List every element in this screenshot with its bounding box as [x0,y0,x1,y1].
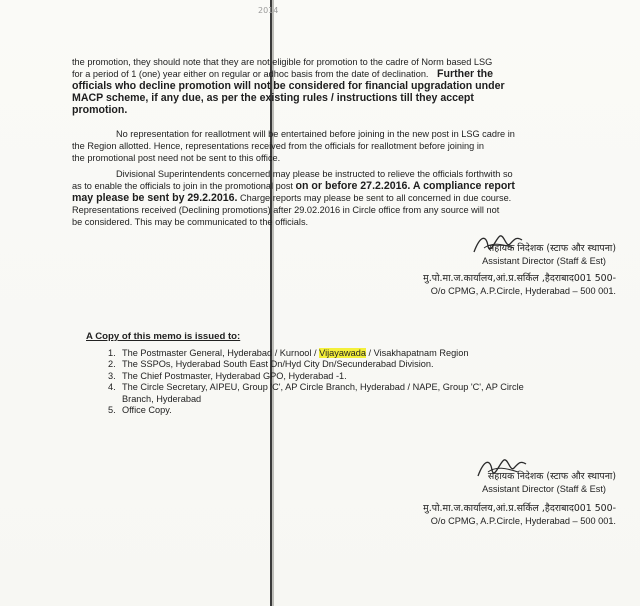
para3-line-2 [72,180,622,192]
copy-recipient-list [108,348,524,416]
para2-line-1: No representation for reallotment will be entertained before joining in the new post in LSG cadre in [116,129,515,139]
para2-line-3: the promotional post need not be sent to this office. [72,153,281,163]
list-item: Branch, Hyderabad [122,393,202,404]
para3-line-5: be considered. This may be communicated to the officials. [72,217,309,227]
para1-bold-line-3: promotion. [72,104,128,116]
para1-bold-line-1: officials who decline promotion will not be considered for financial upgradation under [72,80,505,92]
top-mark: 2014 [258,6,279,15]
paragraph-declination [72,56,622,116]
sig1-office: O/o CPMG, A.P.Circle, Hyderabad – 500 001. [430,286,616,296]
list-item: 5. Office Copy. [108,405,172,416]
para3-line-2-bold: on or before 27.2.2016. A compliance report [295,180,515,192]
sig1-hindi-title: सहायक निदेशक (स्टाफ और स्थापना) [487,243,616,254]
para3-line-1: Divisional Superintendents concerned may please be instructed to relieve the officials forthwith so [116,169,513,179]
para3-line-2-normal: as to enable the officials to join in the promotional post [72,181,296,191]
sig2-hindi-title: सहायक निदेशक (स्टाफ और स्थापना) [487,471,616,482]
para3-line-3-normal: Charge reports may please be sent to all concerned in due course. [237,193,512,203]
para2-line-2: the Region allotted. Hence, representations received from the officials for reallotment before joining in [72,141,484,151]
sig1-designation: Assistant Director (Staff & Est) [482,256,606,266]
copy-heading: A Copy of this memo is issued to: [86,331,241,342]
sig2-designation: Assistant Director (Staff & Est) [482,484,606,494]
sig1-hindi-office: मु.पो.मा.ज.कार्यालय,आं.प्र.सर्किल ,हैदराबाद001 500- [423,273,616,284]
para1-bold-tail: Further the [437,68,493,80]
highlighted-text: Vijayawada [319,348,366,358]
para3-line-3 [72,192,622,204]
sig2-office: O/o CPMG, A.P.Circle, Hyderabad – 500 001. [430,516,616,526]
list-item: 1. The Postmaster General, Hyderabad / Kurnool / Vijayawada / Visakhapatnam Region [108,348,469,358]
list-item: 3. The Chief Postmaster, Hyderabad GPO, Hyderabad -1. [108,370,347,381]
para1-bold-line-2: MACP scheme, if any due, as per the existing rules / instructions till they accept [72,92,474,104]
list-item: 2. The SSPOs, Hyderabad South East Dn/Hyd City Dn/Secunderabad Division. [108,359,434,370]
para1-line-2-text: for a period of 1 (one) year either on regular or adhoc basis from the date of declination. [72,69,429,79]
para1-line-1: the promotion, they should note that they are not eligible for promotion to the cadre of Norm based LSG [72,57,493,67]
para1-line-2 [72,68,622,80]
paragraph-relieve-officials [72,168,622,228]
para3-line-4: Representations received (Declining promotions) after 29.02.2016 in Circle office from any source will not [72,205,500,215]
signature-block-1 [423,242,616,298]
paragraph-reallotment [72,128,622,164]
sig2-hindi-office: मु.पो.मा.ज.कार्यालय,आं.प्र.सर्किल ,हैदराबाद001 500- [423,503,616,514]
signature-block-2 [423,470,616,528]
list-item: 4. The Circle Secretary, AIPEU, Group 'C', AP Circle Branch, Hyderabad / NAPE, Group 'C', AP Circle [108,382,524,393]
para3-line-3-bold: may please be sent by 29.2.2016. [72,192,238,204]
